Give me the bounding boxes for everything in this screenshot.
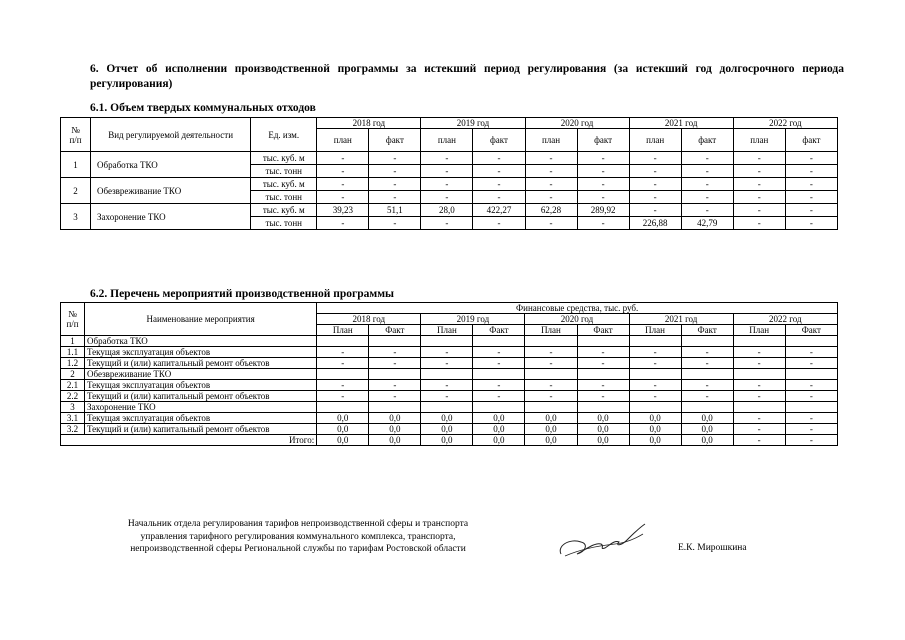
year-header: 2018 год [317,314,421,325]
activity-name: Текущий и (или) капитальный ремонт объектов [85,391,317,402]
row-number: 3.1 [61,413,85,424]
value-cell: - [629,391,681,402]
value-cell: - [421,380,473,391]
table-row [61,336,838,347]
activities-table [60,302,838,446]
value-cell [317,336,369,347]
value-cell: 0,0 [681,424,733,435]
table-row [61,391,838,402]
value-cell: - [785,358,837,369]
plan-header: План [525,325,577,336]
value-cell: - [473,380,525,391]
activity-name: Текущая эксплуатация объектов [85,347,317,358]
value-cell [577,336,629,347]
row-number: 2 [61,178,91,204]
year-header: 2022 год [733,118,837,129]
value-cell: - [525,152,577,165]
value-cell: - [785,217,837,230]
value-cell: 0,0 [629,424,681,435]
value-cell: 0,0 [317,424,369,435]
value-cell [421,402,473,413]
value-cell: - [317,165,369,178]
value-cell: - [317,191,369,204]
value-cell: - [577,165,629,178]
value-cell: - [525,217,577,230]
total-row [61,435,838,446]
value-cell: - [681,191,733,204]
unit-cell: тыс. куб. м [251,178,317,191]
value-cell: 289,92 [577,204,629,217]
value-cell [785,369,837,380]
total-value-cell: - [733,435,785,446]
handwritten-signature [555,520,650,562]
value-cell [369,402,421,413]
year-header: 2019 год [421,314,525,325]
table-row [61,402,838,413]
table-row [61,380,838,391]
plan-header: план [317,129,369,152]
value-cell: - [369,191,421,204]
value-cell: - [577,347,629,358]
value-cell: - [317,178,369,191]
fact-header: факт [473,129,525,152]
waste-volume-table [60,117,838,230]
value-cell: - [733,391,785,402]
value-cell [681,369,733,380]
value-cell: - [317,358,369,369]
value-cell: - [785,178,837,191]
fact-header: Факт [681,325,733,336]
value-cell: - [681,347,733,358]
fact-header: факт [369,129,421,152]
value-cell: 422,27 [473,204,525,217]
value-cell: 51,1 [369,204,421,217]
activity-name: Обезвреживание ТКО [85,369,317,380]
section-6-1-title: 6.1. Объем твердых коммунальных отходов [90,102,316,114]
fact-header: Факт [577,325,629,336]
value-cell: 0,0 [421,413,473,424]
table-row [61,424,838,435]
value-cell [733,336,785,347]
value-cell: - [525,191,577,204]
value-cell: - [421,191,473,204]
activity-name: Текущая эксплуатация объектов [85,380,317,391]
value-cell [317,402,369,413]
unit-cell: тыс. тонн [251,165,317,178]
header-row [61,118,838,129]
plan-header: План [421,325,473,336]
value-cell: - [785,413,837,424]
value-cell [369,369,421,380]
col-header-name: Наименование мероприятия [85,303,317,336]
value-cell: - [577,217,629,230]
value-cell: - [577,152,629,165]
total-value-cell: 0,0 [629,435,681,446]
value-cell: 0,0 [525,424,577,435]
activity-name: Захоронение ТКО [85,402,317,413]
value-cell: - [369,391,421,402]
col-header-unit: Ед. изм. [251,118,317,152]
row-number: 1.2 [61,358,85,369]
value-cell [317,369,369,380]
col-header-no: № п/п [61,118,91,152]
value-cell: - [525,165,577,178]
plan-header: план [629,129,681,152]
row-number: 2.2 [61,391,85,402]
value-cell: - [629,347,681,358]
value-cell [525,336,577,347]
value-cell: - [785,204,837,217]
value-cell: - [629,165,681,178]
total-value-cell: 0,0 [317,435,369,446]
value-cell [577,402,629,413]
total-value-cell: 0,0 [369,435,421,446]
value-cell: - [577,178,629,191]
value-cell: - [421,391,473,402]
fact-header: факт [577,129,629,152]
value-cell: - [369,380,421,391]
plan-header: План [629,325,681,336]
total-value-cell: 0,0 [421,435,473,446]
value-cell: - [785,380,837,391]
value-cell: - [733,204,785,217]
value-cell [525,369,577,380]
value-cell: - [473,191,525,204]
value-cell: - [785,424,837,435]
row-number: 3 [61,204,91,230]
value-cell: 0,0 [525,413,577,424]
value-cell: - [525,358,577,369]
value-cell: - [473,217,525,230]
value-cell: - [421,165,473,178]
value-cell: 62,28 [525,204,577,217]
unit-cell: тыс. куб. м [251,152,317,165]
table-row [61,152,838,165]
plan-header: план [525,129,577,152]
value-cell: - [733,152,785,165]
value-cell: - [681,358,733,369]
plan-header: план [733,129,785,152]
year-header: 2020 год [525,118,629,129]
value-cell: - [733,413,785,424]
value-cell: - [785,152,837,165]
position-line-1: Начальник отдела регулирования тарифов непроизводственной сферы и транспорта [127,519,469,529]
year-header: 2019 год [421,118,525,129]
col-header-finance: Финансовые средства, тыс. руб. [317,303,838,314]
value-cell: 0,0 [681,413,733,424]
value-cell: 0,0 [317,413,369,424]
value-cell: - [785,165,837,178]
value-cell: - [577,380,629,391]
value-cell: - [733,424,785,435]
value-cell: - [733,358,785,369]
col-header-activity: Вид регулируемой деятельности [91,118,251,152]
value-cell: - [317,391,369,402]
value-cell: - [369,217,421,230]
value-cell: - [525,380,577,391]
value-cell: 0,0 [629,413,681,424]
row-number: 3 [61,402,85,413]
total-value-cell: 0,0 [577,435,629,446]
value-cell: 39,23 [317,204,369,217]
value-cell [785,336,837,347]
signatory-position [86,518,510,556]
value-cell: - [577,391,629,402]
row-number: 2 [61,369,85,380]
value-cell: 42,79 [681,217,733,230]
value-cell: - [369,358,421,369]
value-cell: - [369,347,421,358]
value-cell: - [629,358,681,369]
value-cell: - [629,178,681,191]
value-cell: - [733,217,785,230]
unit-cell: тыс. куб. м [251,204,317,217]
value-cell: - [733,347,785,358]
total-label: Итого: [61,435,317,446]
value-cell [629,402,681,413]
value-cell: - [785,191,837,204]
fact-header: Факт [473,325,525,336]
value-cell: - [733,380,785,391]
value-cell: - [681,152,733,165]
plan-header: План [733,325,785,336]
value-cell [525,402,577,413]
value-cell: 0,0 [369,424,421,435]
value-cell [681,336,733,347]
col-header-no: № п/п [61,303,85,336]
value-cell: - [525,178,577,191]
fact-header: факт [681,129,733,152]
value-cell: - [733,191,785,204]
activity-name: Текущий и (или) капитальный ремонт объектов [85,424,317,435]
value-cell: - [369,152,421,165]
value-cell: - [629,380,681,391]
fact-header: Факт [369,325,421,336]
value-cell [629,336,681,347]
value-cell: - [733,178,785,191]
value-cell: - [421,217,473,230]
table-row [61,358,838,369]
value-cell: - [577,191,629,204]
value-cell: - [473,391,525,402]
value-cell [681,402,733,413]
value-cell: - [525,391,577,402]
value-cell: - [421,152,473,165]
value-cell: - [525,347,577,358]
value-cell: - [785,347,837,358]
value-cell: - [785,391,837,402]
year-header: 2022 год [733,314,837,325]
year-header: 2020 год [525,314,629,325]
value-cell: - [681,178,733,191]
value-cell: - [681,165,733,178]
year-header: 2021 год [629,118,733,129]
activity-name: Обезвреживание ТКО [91,178,251,204]
activity-name: Захоронение ТКО [91,204,251,230]
value-cell: - [473,178,525,191]
value-cell [785,402,837,413]
header-row [61,303,838,314]
value-cell: - [317,347,369,358]
row-number: 3.2 [61,424,85,435]
value-cell: - [421,347,473,358]
value-cell: - [473,347,525,358]
value-cell: - [473,358,525,369]
total-value-cell: 0,0 [473,435,525,446]
value-cell: - [421,358,473,369]
total-value-cell: - [785,435,837,446]
value-cell: - [629,204,681,217]
signatory-name: Е.К. Мирошкина [678,543,747,553]
value-cell: - [733,165,785,178]
value-cell [629,369,681,380]
section-6-2-title: 6.2. Перечень мероприятий производственной программы [90,288,395,300]
activity-name: Обработка ТКО [85,336,317,347]
unit-cell: тыс. тонн [251,191,317,204]
plan-header: план [421,129,473,152]
value-cell: - [629,152,681,165]
row-number: 1 [61,336,85,347]
value-cell: 0,0 [369,413,421,424]
year-header: 2018 год [317,118,421,129]
value-cell: - [681,391,733,402]
value-cell: - [681,204,733,217]
unit-cell: тыс. тонн [251,217,317,230]
total-value-cell: 0,0 [681,435,733,446]
value-cell: 0,0 [421,424,473,435]
value-cell: - [369,178,421,191]
value-cell [733,402,785,413]
table-row [61,369,838,380]
position-line-2: управления тарифного регулирования коммунального комплекса, транспорта, [140,531,456,542]
value-cell: - [473,152,525,165]
value-cell [473,369,525,380]
table-row [61,347,838,358]
value-cell: 0,0 [473,424,525,435]
position-line-3: непроизводственной сферы Региональной службы по тарифам Ростовской области [130,544,466,554]
value-cell: - [317,217,369,230]
row-number: 1 [61,152,91,178]
value-cell: 0,0 [577,424,629,435]
value-cell [421,336,473,347]
fact-header: Факт [785,325,837,336]
activity-name: Текущий и (или) капитальный ремонт объектов [85,358,317,369]
value-cell: - [681,380,733,391]
value-cell [733,369,785,380]
value-cell: - [317,380,369,391]
value-cell: 226,88 [629,217,681,230]
value-cell [421,369,473,380]
value-cell: - [629,191,681,204]
section-heading: 6. Отчет об исполнении производственной программы за истекший период регулирования (за истекший год долгосрочного периода регулирования) [90,63,844,90]
table-row [61,413,838,424]
table-row [61,204,838,217]
row-number: 2.1 [61,380,85,391]
value-cell: - [369,165,421,178]
table-row [61,178,838,191]
year-header: 2021 год [629,314,733,325]
value-cell: 0,0 [473,413,525,424]
value-cell: - [317,152,369,165]
fact-header: факт [785,129,837,152]
total-value-cell: 0,0 [525,435,577,446]
value-cell [473,336,525,347]
value-cell [369,336,421,347]
plan-header: План [317,325,369,336]
row-number: 1.1 [61,347,85,358]
value-cell: - [473,165,525,178]
value-cell: - [421,178,473,191]
value-cell: 28,0 [421,204,473,217]
activity-name: Текущая эксплуатация объектов [85,413,317,424]
value-cell: 0,0 [577,413,629,424]
activity-name: Обработка ТКО [91,152,251,178]
value-cell [577,369,629,380]
value-cell: - [577,358,629,369]
value-cell [473,402,525,413]
